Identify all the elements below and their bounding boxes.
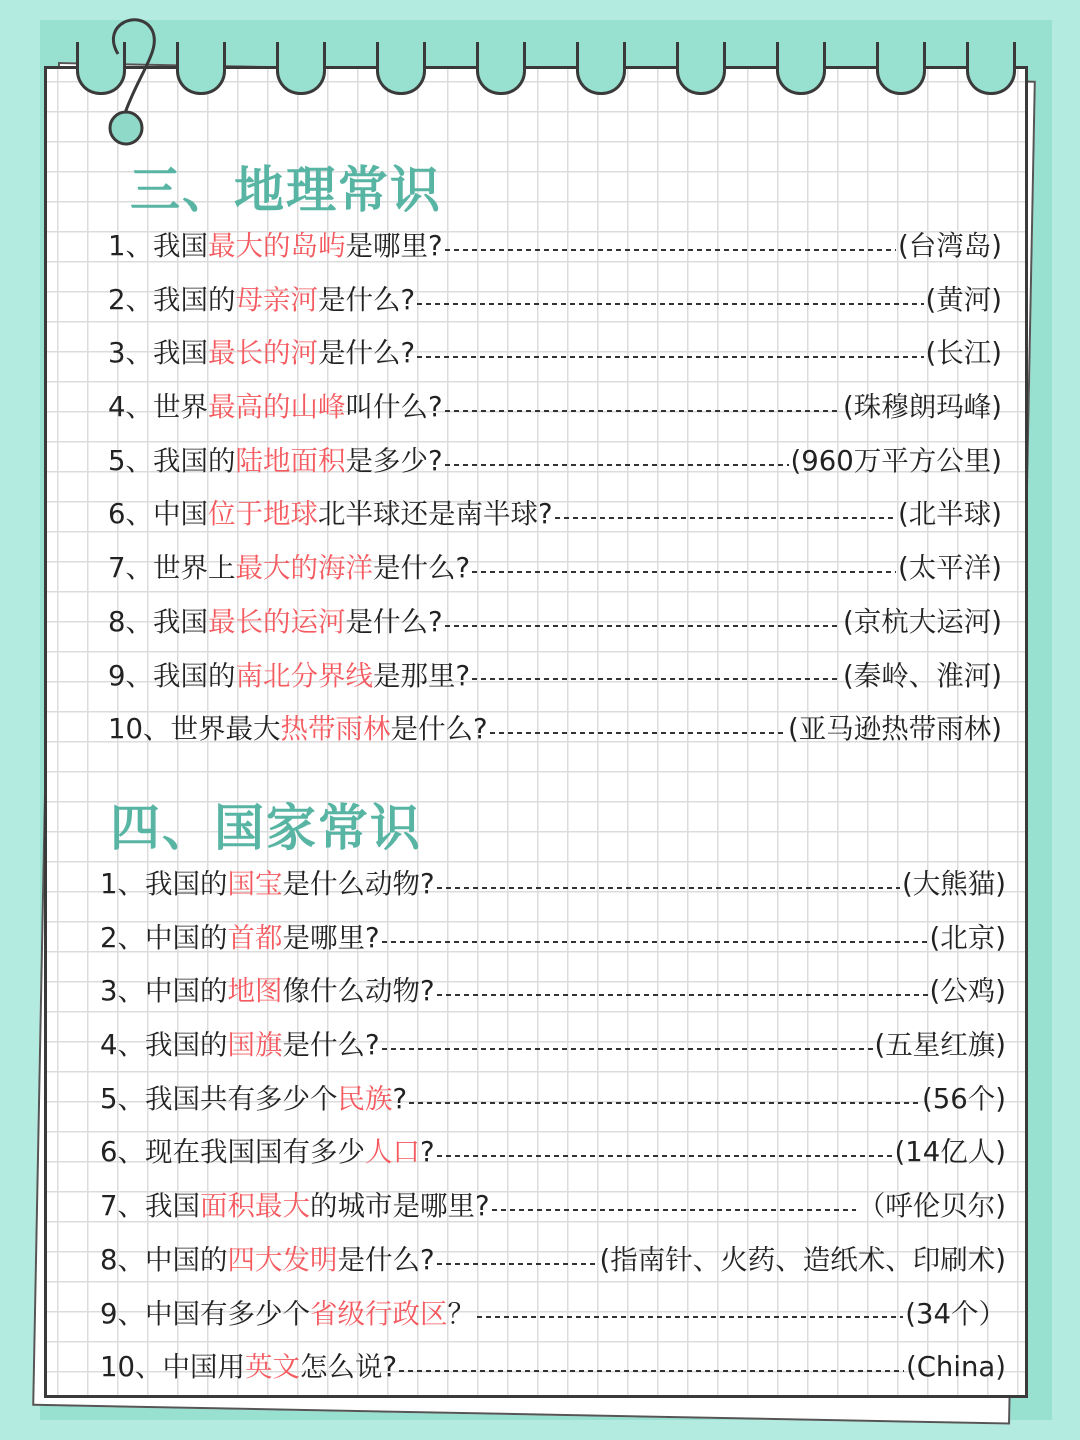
dashed-leader (472, 678, 841, 680)
question-highlight: 英文 (245, 1351, 300, 1384)
question-highlight: 四大发明 (227, 1243, 338, 1276)
answer-text: (北京) (929, 921, 1006, 954)
question-prefix: 9、中国有多少个 (100, 1297, 310, 1330)
question-suffix: 是什么? (345, 605, 443, 638)
answer-text: (五星红旗) (874, 1029, 1006, 1062)
question-highlight: 母亲河 (235, 283, 318, 316)
question-suffix: ? (420, 1136, 435, 1169)
question-text (108, 327, 415, 381)
answer-text: (秦岭、淮河) (843, 659, 1002, 692)
question-row (100, 1073, 1006, 1127)
question-text (108, 220, 443, 274)
question-text (100, 1180, 490, 1234)
question-text (108, 542, 470, 596)
question-suffix: 是哪里? (345, 230, 443, 262)
question-suffix: 是多少? (345, 444, 443, 477)
spiral-punch-holes (64, 42, 1024, 102)
question-prefix: 4、世界 (108, 391, 208, 424)
question-prefix: 1、我国的 (100, 868, 228, 900)
question-row (100, 1126, 1006, 1180)
question-prefix: 3、我国 (108, 337, 208, 370)
answer-text: (京杭大运河) (843, 605, 1002, 638)
question-prefix: 2、我国的 (108, 283, 236, 316)
question-row (108, 650, 1002, 704)
section4-list (100, 858, 1006, 1395)
question-highlight: 位于地球 (208, 498, 318, 531)
answer-text: (长江) (925, 337, 1002, 370)
question-prefix: 6、中国 (108, 498, 208, 531)
question-highlight: 最高的山峰 (208, 391, 346, 424)
dashed-leader (490, 732, 786, 734)
question-suffix: 像什么动物? (282, 975, 435, 1008)
answer-text: (公鸡) (929, 975, 1006, 1008)
dashed-leader (437, 887, 900, 889)
answer-text: (亚马逊热带雨林) (788, 713, 1002, 746)
question-prefix: 8、我国 (108, 605, 208, 638)
question-row (108, 596, 1002, 650)
question-text (100, 1019, 380, 1073)
question-text (100, 1288, 475, 1342)
dashed-leader (417, 356, 923, 358)
question-highlight: 最大的海洋 (235, 552, 373, 585)
question-suffix: 是哪里? (282, 921, 380, 954)
question-text (108, 381, 443, 435)
question-highlight: 首都 (227, 921, 283, 954)
section3-list (108, 220, 1002, 757)
answer-text: (珠穆朗玛峰) (843, 391, 1002, 424)
question-text (108, 703, 488, 757)
question-suffix: 是什么动物? (282, 868, 435, 900)
question-highlight: 陆地面积 (235, 444, 346, 477)
dashed-leader (445, 249, 896, 251)
answer-text: (指南针、火药、造纸术、印刷术) (599, 1243, 1006, 1276)
question-row (100, 1180, 1006, 1234)
dashed-leader (437, 1263, 598, 1265)
question-suffix: 是什么? (390, 713, 488, 746)
question-text (108, 596, 443, 650)
dashed-leader (477, 1316, 903, 1318)
question-row (100, 858, 1006, 912)
question-highlight: 国宝 (227, 868, 283, 900)
question-row (108, 274, 1002, 328)
answer-text: (960万平方公里) (790, 444, 1002, 477)
question-row (108, 703, 1002, 757)
question-text (108, 435, 443, 489)
question-row (108, 435, 1002, 489)
question-suffix: ？ (447, 1297, 475, 1330)
question-prefix: 10、世界最大 (108, 713, 281, 746)
question-row (100, 965, 1006, 1019)
question-highlight: 最大的岛屿 (208, 230, 346, 262)
dashed-leader (417, 303, 923, 305)
question-suffix: 北半球还是南半球? (318, 498, 553, 531)
question-highlight: 省级行政区 (310, 1297, 448, 1330)
question-text (100, 1126, 435, 1180)
question-highlight: 地图 (227, 975, 283, 1008)
question-text (100, 858, 435, 912)
section3-title: 三、地理常识 (130, 161, 442, 219)
question-prefix: 2、中国的 (100, 921, 228, 954)
question-row (100, 1019, 1006, 1073)
question-text (100, 1073, 407, 1127)
question-row (100, 1288, 1006, 1342)
answer-text: (34个） (905, 1297, 1006, 1330)
question-prefix: 8、中国的 (100, 1243, 228, 1276)
question-prefix: 4、我国的 (100, 1029, 228, 1062)
question-suffix: 是什么? (318, 337, 416, 370)
answer-text: (黄河) (925, 283, 1002, 316)
question-prefix: 7、我国 (100, 1190, 200, 1223)
question-text (108, 488, 553, 542)
answer-text: (China) (905, 1351, 1006, 1384)
question-highlight: 民族 (337, 1082, 393, 1115)
dashed-leader (445, 625, 841, 627)
answer-text: (太平洋) (898, 552, 1002, 585)
question-suffix: 叫什么? (345, 391, 443, 424)
question-text (108, 274, 415, 328)
question-prefix: 7、世界上 (108, 552, 236, 585)
question-text (108, 650, 470, 704)
question-row (100, 1234, 1006, 1288)
question-suffix: 是什么? (318, 283, 416, 316)
answer-text: （呼伦贝尔) (857, 1190, 1006, 1223)
question-prefix: 9、我国的 (108, 659, 236, 692)
question-highlight: 国旗 (227, 1029, 283, 1062)
dashed-leader (437, 994, 928, 996)
binder-ring-icon (90, 14, 170, 154)
question-row (100, 912, 1006, 966)
question-row (108, 542, 1002, 596)
dashed-leader (555, 517, 896, 519)
question-row (108, 220, 1002, 274)
question-prefix: 5、我国共有多少个 (100, 1082, 338, 1115)
question-prefix: 5、我国的 (108, 444, 236, 477)
question-suffix: 怎么说? (300, 1351, 398, 1384)
question-row (108, 488, 1002, 542)
question-highlight: 面积最大 (200, 1190, 310, 1223)
dashed-leader (492, 1209, 856, 1211)
question-highlight: 最长的运河 (208, 605, 346, 638)
question-suffix: 是什么? (282, 1029, 380, 1062)
dashed-leader (437, 1155, 893, 1157)
question-row (108, 327, 1002, 381)
dashed-leader (472, 571, 896, 573)
answer-text: (台湾岛) (898, 230, 1002, 262)
dashed-leader (445, 464, 789, 466)
answer-text: (56个) (922, 1082, 1006, 1115)
section4-title: 四、国家常识 (110, 799, 422, 857)
question-text (100, 1234, 435, 1288)
question-text (100, 1341, 397, 1395)
question-suffix: 是那里? (373, 659, 471, 692)
question-highlight: 最长的河 (208, 337, 318, 370)
answer-text: (14亿人) (894, 1136, 1006, 1169)
question-prefix: 3、中国的 (100, 975, 228, 1008)
question-prefix: 1、我国 (108, 230, 208, 262)
question-prefix: 6、现在我国国有多少 (100, 1136, 365, 1169)
question-row (108, 381, 1002, 435)
question-text (100, 912, 380, 966)
question-highlight: 热带雨林 (280, 713, 391, 746)
question-suffix: 是什么? (373, 552, 471, 585)
question-highlight: 人口 (365, 1136, 420, 1169)
dashed-leader (409, 1102, 920, 1104)
question-text (100, 965, 435, 1019)
dashed-leader (382, 1048, 873, 1050)
question-row (100, 1341, 1006, 1395)
question-prefix: 10、中国用 (100, 1351, 245, 1384)
question-suffix: 的城市是哪里? (310, 1190, 490, 1223)
question-highlight: 南北分界线 (235, 659, 373, 692)
dashed-leader (382, 941, 928, 943)
dashed-leader (445, 410, 841, 412)
answer-text: (大熊猫) (902, 868, 1006, 900)
question-suffix: 是什么? (337, 1243, 435, 1276)
answer-text: (北半球) (898, 498, 1002, 531)
dashed-leader (399, 1370, 904, 1372)
question-suffix: ? (392, 1082, 408, 1115)
